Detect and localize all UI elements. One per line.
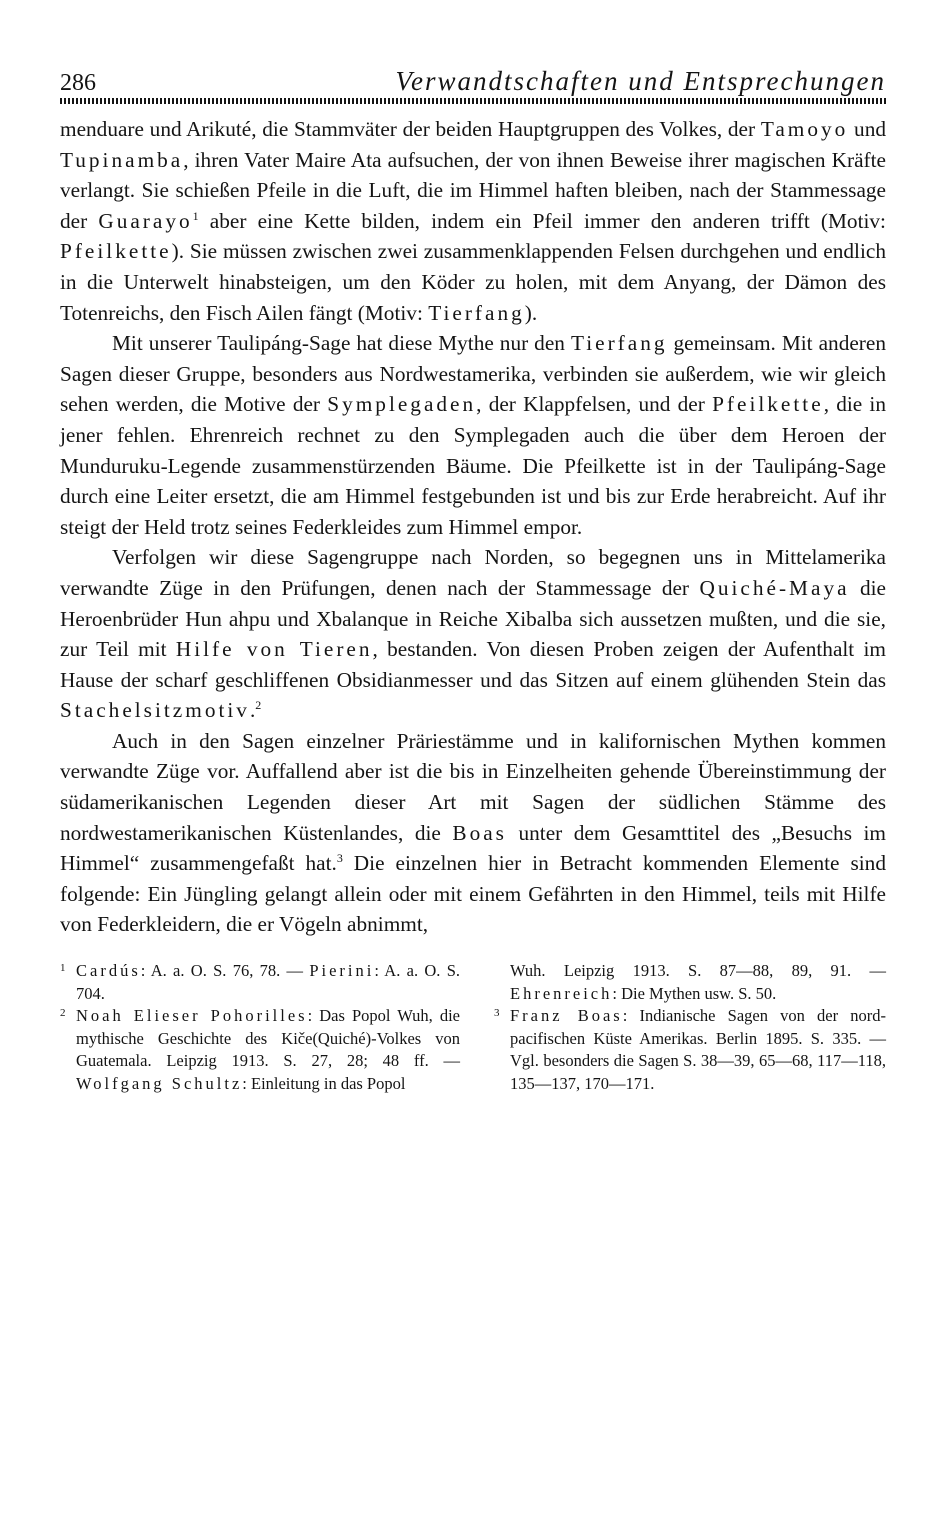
text-run: : Indianische Sagen von der nord-pacifischen Küste Amerikas. Berlin 1895. S. 335. — Vgl. besonders die Sagen S. 38—39, 65—68, 117—118, 135—137, 170—171. <box>510 1006 886 1093</box>
text-run: : Einleitung in das Popol <box>242 1074 406 1093</box>
spaced-term: Pfeilkette <box>60 239 172 264</box>
text-run: Die einzelnen hier in Betracht kommenden Elemente sind folgende: Ein Jüngling gelangt allein oder mit einem Gefährten in den Himmel, teils mit Hilfe von Federkleidern, die er Vögeln abnimmt, <box>60 851 886 937</box>
spaced-term: Tupinamba <box>60 147 184 172</box>
text-run: ). <box>524 300 538 325</box>
footnote-ref: 1 <box>192 208 199 223</box>
text-run: , ihren Vater Maire Ata aufsuchen, der von ihnen Beweise ihrer magischen Kräfte verlangt. Sie schießen Pfeile in die Luft, die im Himmel haften bleiben, nach der Stammessage der <box>60 147 886 233</box>
footnote-3 <box>494 1005 886 1095</box>
footnote-number: 1 <box>60 962 66 975</box>
text-run: Mit unserer Taulipáng-Sage hat diese Mythe nur den <box>112 331 571 356</box>
body-text <box>60 114 886 940</box>
header-rule <box>60 98 886 104</box>
text-run: : A. a. O. S. 76, 78. — <box>140 961 310 981</box>
spaced-term: Symplegaden <box>327 392 477 417</box>
page-header <box>60 66 886 96</box>
text-run: : A. a. O. S. 704. <box>76 961 460 1003</box>
text-run: ). Sie müssen zwischen zwei zusammenklappenden Felsen durchgehen und endlich in die Unterwelt hinabsteigen, um den Köder zu holen, mit dem Anyang, der Dämon des Totenreichs, den Fisch Ailen fängt (Motiv: <box>60 239 886 325</box>
book-page <box>60 66 886 1486</box>
paragraph-4 <box>60 726 886 940</box>
spaced-term: Pierini <box>309 961 375 981</box>
paragraph-1 <box>60 114 886 328</box>
page-number: 286 <box>60 70 96 96</box>
spaced-term: Tierfang <box>428 300 525 325</box>
text-run: menduare und Arikuté, die Stammväter der beiden Hauptgruppen des Volkes, der <box>60 117 761 141</box>
text-run: und <box>848 117 886 141</box>
text-run: : Die Mythen usw. S. 50. <box>612 983 777 1003</box>
footnote-2 <box>60 1005 460 1095</box>
footnote-ref: 2 <box>255 698 262 713</box>
spaced-term: Cardús <box>76 961 141 981</box>
footnote-number: 3 <box>494 1007 500 1020</box>
footnote-1 <box>60 960 460 1005</box>
spaced-term: Noah Elieser Pohorilles <box>76 1006 308 1026</box>
text-run: Wuh. Leipzig 1913. S. 87—88, 89, 91. — <box>510 961 886 981</box>
text-run: die Heroenbrüder Hun ahpu und Xbalanque in Reiche Xibalba sich aussetzen mußten, und die sie, zur Teil mit <box>60 575 887 662</box>
spaced-term: Tamoyo <box>760 117 849 141</box>
footnote-column-right <box>494 960 886 1096</box>
footnote-ref: 3 <box>336 851 343 866</box>
spaced-term: Pfeilkette <box>712 392 824 417</box>
spaced-term: Stachelsitzmotiv <box>60 698 250 723</box>
text-run: aber eine Kette bilden, indem ein Pfeil immer den anderen trifft (Motiv: <box>198 208 886 233</box>
text-run: unter dem Gesamttitel des „Besuchs im Himmel“ zusammengefaßt hat. <box>60 820 886 876</box>
footnote-column-left <box>60 960 460 1096</box>
footnote-2-continued <box>494 960 886 1005</box>
text-run: . <box>249 698 256 723</box>
spaced-term: Quiché-Maya <box>699 575 850 600</box>
footnotes <box>60 960 886 1096</box>
spaced-term: Boas <box>452 820 507 845</box>
spaced-term: Guarayo <box>98 208 193 233</box>
text-run: , bestanden. Von diesen Proben zeigen der Aufenthalt im Hause der scharf geschliffenen Obsidianmesser und das Sitzen auf einem glühenden Stein das <box>60 637 886 692</box>
text-run: Auch in den Sagen einzelner Präriestämme und in kalifornischen Mythen kommen verwandte Züge vor. Auffallend aber ist die bis in Einzelheiten gehende Übereinstimmung der südamerikanischen Legenden dieser Art mit Sagen der südlichen Stämme des nordwestamerikanischen Küstenlandes, die <box>60 728 886 845</box>
text-run: Verfolgen wir diese Sagengruppe nach Norden, so begegnen uns in Mittelamerika verwandte Züge in den Prüfungen, denen nach der Stammessage der <box>60 545 886 600</box>
paragraph-3 <box>60 542 886 726</box>
spaced-term: Hilfe von Tieren <box>175 637 373 662</box>
spaced-term: Wolfgang Schultz <box>76 1074 243 1093</box>
text-run: , der Klappfelsen, und der <box>476 392 713 417</box>
text-run: : Das Popol Wuh, die mythische Geschichte des Kiče(Quiché)-Volkes von Guatemala. Leipzig 1913. S. 27, 28; 48 ff. — <box>76 1006 460 1071</box>
spaced-term: Tierfang <box>570 331 668 356</box>
running-title: Verwandtschaften und Entsprechungen <box>395 66 886 96</box>
text-run: gemeinsam. Mit anderen Sagen dieser Gruppe, besonders aus Nordwestamerika, verbinden sie außerdem, wie wir gleich sehen werden, die Motive der <box>60 331 887 417</box>
footnote-number: 2 <box>60 1007 66 1020</box>
text-run: , die in jener fehlen. Ehrenreich rechnet zu den Symplegaden auch die über dem Heroen der Munduruku-Legende zusammenstürzenden Bäume. Die Pfeilkette ist in der Taulipáng-Sage durch eine Leiter ersetzt, die am Himmel festgebunden ist und bis zur Erde herabreicht. Auf ihr steigt der Held trotz seines Federkleides zum Himmel empor. <box>60 392 886 539</box>
spaced-term: Franz Boas <box>510 1006 623 1026</box>
spaced-term: Ehrenreich <box>510 983 613 1003</box>
paragraph-2 <box>60 328 886 542</box>
